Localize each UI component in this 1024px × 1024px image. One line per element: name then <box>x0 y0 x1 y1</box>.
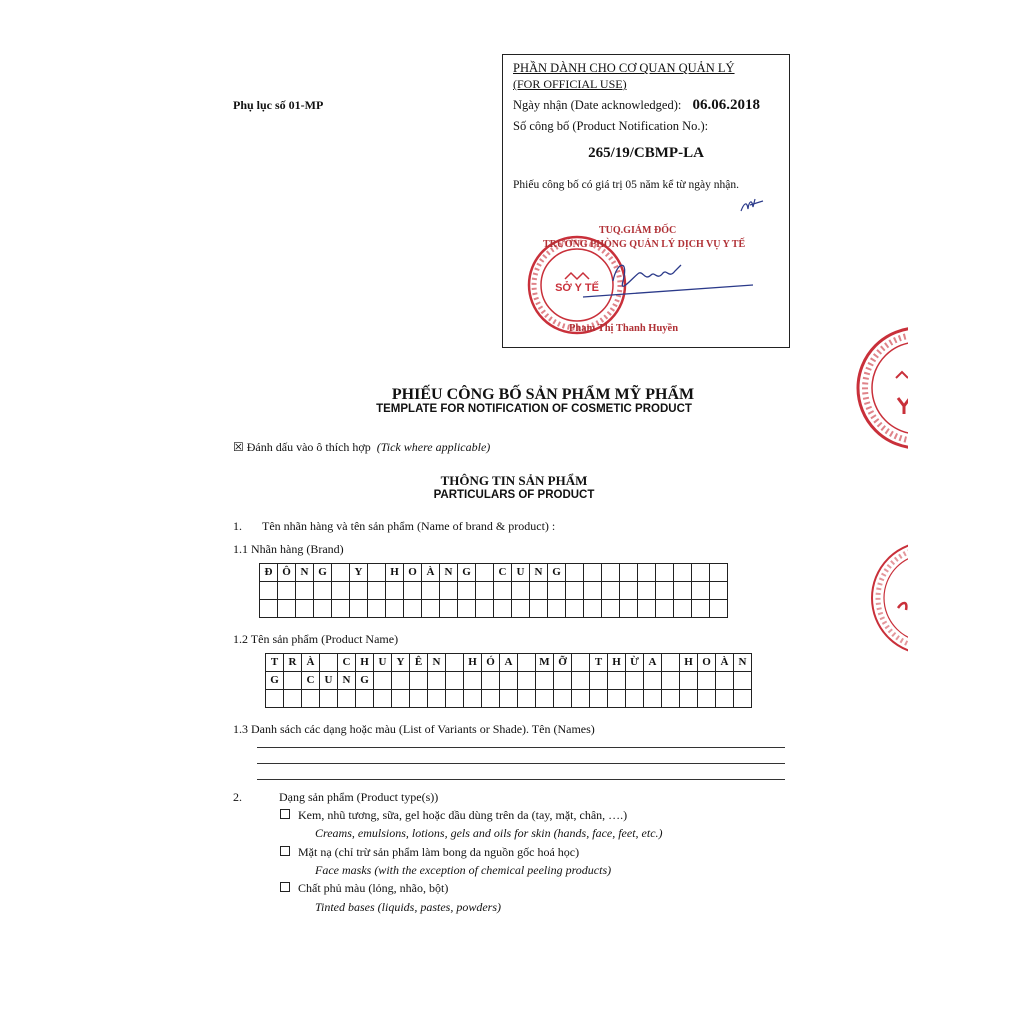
brand-grid-cell[interactable] <box>710 582 728 600</box>
option-creams[interactable] <box>280 808 627 823</box>
brand-grid-cell[interactable] <box>278 600 296 618</box>
brand-grid-cell[interactable] <box>710 600 728 618</box>
signer-title-2: TRƯỞNG PHÒNG QUẢN LÝ DỊCH VỤ Y TẾ <box>543 239 746 250</box>
product-grid-cell[interactable] <box>356 690 374 708</box>
brand-grid-row <box>260 564 728 582</box>
item-2-label: Dạng sản phẩm (Product type(s)) <box>279 790 439 804</box>
brand-grid-cell[interactable] <box>692 564 710 582</box>
product-grid-cell[interactable] <box>284 672 302 690</box>
stamp-text: SỞ Y TẾ <box>555 282 599 294</box>
product-grid-cell[interactable] <box>500 690 518 708</box>
brand-grid-cell[interactable] <box>314 600 332 618</box>
option-tinted-bases-vn: Chất phủ màu (lỏng, nhão, bột) <box>298 881 449 895</box>
product-grid-cell[interactable] <box>266 690 284 708</box>
handwritten-signature-icon <box>573 251 763 311</box>
brand-grid-cell[interactable] <box>332 600 350 618</box>
product-grid-cell[interactable]: H <box>464 654 482 672</box>
brand-grid-cell[interactable] <box>512 600 530 618</box>
product-grid-row <box>266 672 752 690</box>
item-1-1-label: 1.1 Nhãn hàng (Brand) <box>233 542 344 556</box>
product-grid-cell[interactable] <box>446 654 464 672</box>
brand-grid-cell[interactable] <box>440 600 458 618</box>
brand-grid-cell[interactable] <box>494 582 512 600</box>
brand-grid-cell[interactable] <box>692 582 710 600</box>
variants-line-1[interactable] <box>257 747 785 748</box>
brand-grid-cell[interactable] <box>530 600 548 618</box>
brand-grid-cell[interactable] <box>440 582 458 600</box>
tick-note-en: (Tick where applicable) <box>376 440 491 454</box>
product-grid-cell[interactable]: T <box>590 654 608 672</box>
option-face-masks-vn: Mặt nạ (chỉ trừ sản phẩm làm bong da nguồn gốc hoá học) <box>298 845 580 859</box>
brand-grid-cell[interactable] <box>368 600 386 618</box>
brand-grid-cell[interactable]: Y <box>350 564 368 582</box>
form-title-vn: PHIẾU CÔNG BỐ SẢN PHẨM MỸ PHẨM <box>391 386 695 403</box>
brand-grid-cell[interactable]: G <box>458 564 476 582</box>
option-tinted-bases[interactable] <box>280 881 448 896</box>
product-grid-cell[interactable] <box>590 690 608 708</box>
brand-grid-cell[interactable] <box>566 564 584 582</box>
product-grid-cell[interactable]: G <box>356 672 374 690</box>
notification-label: Số công bố (Product Notification No.): <box>513 119 709 133</box>
official-header-en: (FOR OFFICIAL USE) <box>513 77 627 91</box>
brand-grid-cell[interactable] <box>656 582 674 600</box>
product-grid-cell[interactable] <box>662 672 680 690</box>
initials-signature-icon <box>739 195 765 217</box>
product-grid-cell[interactable] <box>302 690 320 708</box>
brand-grid-cell[interactable] <box>476 564 494 582</box>
option-face-masks[interactable] <box>280 845 579 860</box>
product-grid-cell[interactable] <box>608 672 626 690</box>
product-grid-cell[interactable]: H <box>680 654 698 672</box>
brand-grid-cell[interactable] <box>602 582 620 600</box>
brand-grid-cell[interactable] <box>386 600 404 618</box>
brand-grid[interactable] <box>259 563 728 618</box>
product-grid-cell[interactable] <box>518 654 536 672</box>
official-use-box <box>502 54 790 348</box>
product-grid-cell[interactable]: N <box>734 654 752 672</box>
section-title-vn: THÔNG TIN SẢN PHẨM <box>440 473 588 488</box>
product-grid-cell[interactable] <box>392 672 410 690</box>
product-grid-cell[interactable] <box>572 654 590 672</box>
tick-note <box>233 440 490 455</box>
product-grid-cell[interactable]: M <box>536 654 554 672</box>
brand-grid-cell[interactable] <box>620 564 638 582</box>
date-value: 06.06.2018 <box>692 97 760 113</box>
product-grid-cell[interactable] <box>284 690 302 708</box>
brand-grid-cell[interactable] <box>314 582 332 600</box>
item-1-3-label: 1.3 Danh sách các dạng hoặc màu (List of Variants or Shade). Tên (Names) <box>233 722 595 736</box>
product-grid-cell[interactable] <box>608 690 626 708</box>
brand-grid-cell[interactable] <box>584 600 602 618</box>
option-face-masks-en: Face masks (with the exception of chemical peeling products) <box>315 863 612 877</box>
product-grid-cell[interactable] <box>464 690 482 708</box>
product-grid-cell[interactable] <box>644 672 662 690</box>
date-acknowledged <box>513 97 760 114</box>
product-grid-cell[interactable]: C <box>302 672 320 690</box>
variants-line-2[interactable] <box>257 763 785 764</box>
product-grid-cell[interactable] <box>446 672 464 690</box>
brand-grid-cell[interactable] <box>458 600 476 618</box>
brand-grid-cell[interactable] <box>476 582 494 600</box>
brand-grid-cell[interactable] <box>350 600 368 618</box>
product-grid-cell[interactable] <box>626 690 644 708</box>
brand-grid-cell[interactable]: O <box>404 564 422 582</box>
brand-grid-cell[interactable]: N <box>440 564 458 582</box>
product-grid-cell[interactable] <box>680 672 698 690</box>
product-grid-cell[interactable]: C <box>338 654 356 672</box>
product-grid-cell[interactable] <box>320 690 338 708</box>
item-1-label: Tên nhãn hàng và tên sản phẩm (Name of brand & product) : <box>262 519 556 533</box>
product-grid-cell[interactable] <box>500 672 518 690</box>
product-grid-cell[interactable] <box>410 672 428 690</box>
option-tinted-bases-en: Tinted bases (liquids, pastes, powders) <box>315 900 502 914</box>
product-grid-cell[interactable] <box>320 654 338 672</box>
product-grid-cell[interactable]: N <box>428 654 446 672</box>
brand-grid-cell[interactable] <box>404 600 422 618</box>
product-grid-cell[interactable] <box>698 672 716 690</box>
product-grid-cell[interactable]: Ừ <box>626 654 644 672</box>
brand-grid-cell[interactable]: Đ <box>260 564 278 582</box>
brand-grid-cell[interactable] <box>584 564 602 582</box>
brand-grid-cell[interactable] <box>656 564 674 582</box>
brand-grid-cell[interactable]: H <box>386 564 404 582</box>
product-grid-cell[interactable] <box>410 690 428 708</box>
product-grid-cell[interactable] <box>464 672 482 690</box>
product-grid-cell[interactable] <box>374 690 392 708</box>
date-label: Ngày nhận (Date acknowledged): <box>513 98 682 112</box>
brand-grid-cell[interactable] <box>548 600 566 618</box>
validity-note: Phiếu công bố có giá trị 05 năm kể từ ngày nhận. <box>513 179 739 191</box>
brand-grid-cell[interactable]: À <box>422 564 440 582</box>
product-grid-cell[interactable] <box>428 690 446 708</box>
product-grid-cell[interactable] <box>734 672 752 690</box>
product-grid-cell[interactable] <box>626 672 644 690</box>
product-grid-cell[interactable]: O <box>698 654 716 672</box>
product-grid-cell[interactable]: G <box>266 672 284 690</box>
product-grid-cell[interactable] <box>392 690 410 708</box>
brand-grid-cell[interactable] <box>620 582 638 600</box>
product-grid-cell[interactable] <box>518 672 536 690</box>
product-grid-cell[interactable]: A <box>644 654 662 672</box>
product-grid-cell[interactable]: U <box>374 654 392 672</box>
product-grid-cell[interactable] <box>536 672 554 690</box>
brand-grid-cell[interactable] <box>422 582 440 600</box>
brand-grid-cell[interactable]: G <box>548 564 566 582</box>
brand-grid-cell[interactable] <box>566 600 584 618</box>
brand-grid-cell[interactable] <box>422 600 440 618</box>
checkbox-icon[interactable] <box>280 846 290 856</box>
notification-number: 265/19/CBMP-LA <box>588 145 704 161</box>
brand-grid-cell[interactable] <box>620 600 638 618</box>
brand-grid-cell[interactable] <box>530 582 548 600</box>
product-grid-cell[interactable] <box>680 690 698 708</box>
brand-grid-cell[interactable] <box>296 582 314 600</box>
product-grid-cell[interactable] <box>482 690 500 708</box>
brand-grid-cell[interactable]: U <box>512 564 530 582</box>
checked-box-icon: ☒ <box>233 440 244 454</box>
product-grid-cell[interactable]: Y <box>392 654 410 672</box>
annex-label: Phụ lục số 01-MP <box>233 98 324 112</box>
brand-grid-cell[interactable] <box>656 600 674 618</box>
brand-grid-cell[interactable] <box>332 564 350 582</box>
side-stamp-bottom-icon <box>868 538 908 658</box>
product-grid-cell[interactable] <box>338 690 356 708</box>
product-grid-cell[interactable] <box>554 672 572 690</box>
product-grid-cell[interactable]: N <box>338 672 356 690</box>
signer-name: Phạm Thị Thanh Huyền <box>569 323 679 334</box>
brand-grid-cell[interactable] <box>278 582 296 600</box>
option-creams-en: Creams, emulsions, lotions, gels and oils for skin (hands, face, feet, etc.) <box>315 826 663 840</box>
product-grid-row <box>266 654 752 672</box>
product-grid-cell[interactable] <box>662 690 680 708</box>
product-grid-cell[interactable] <box>482 672 500 690</box>
product-grid-cell[interactable] <box>716 672 734 690</box>
item-1-number: 1. <box>233 519 242 533</box>
product-grid-cell[interactable]: Ê <box>410 654 428 672</box>
brand-grid-cell[interactable] <box>458 582 476 600</box>
variants-line-3[interactable] <box>257 779 785 780</box>
brand-grid-cell[interactable]: N <box>296 564 314 582</box>
brand-grid-cell[interactable] <box>602 600 620 618</box>
product-grid-cell[interactable]: A <box>500 654 518 672</box>
product-name-grid[interactable] <box>265 653 752 708</box>
product-grid-cell[interactable] <box>446 690 464 708</box>
product-grid-cell[interactable] <box>716 690 734 708</box>
brand-grid-cell[interactable] <box>260 582 278 600</box>
brand-grid-cell[interactable] <box>404 582 422 600</box>
brand-grid-cell[interactable] <box>476 600 494 618</box>
product-grid-cell[interactable]: R <box>284 654 302 672</box>
product-grid-cell[interactable] <box>698 690 716 708</box>
product-grid-cell[interactable]: À <box>302 654 320 672</box>
brand-grid-cell[interactable]: G <box>314 564 332 582</box>
tick-note-vn: Đánh dấu vào ô thích hợp <box>246 440 371 454</box>
brand-grid-cell[interactable] <box>638 582 656 600</box>
brand-grid-cell[interactable] <box>386 582 404 600</box>
brand-grid-cell[interactable] <box>638 600 656 618</box>
official-header-vn: PHẦN DÀNH CHO CƠ QUAN QUẢN LÝ <box>513 61 735 75</box>
product-grid-cell[interactable] <box>644 690 662 708</box>
signer-title-1: TUQ.GIÁM ĐỐC <box>599 225 677 236</box>
product-grid-cell[interactable]: U <box>320 672 338 690</box>
brand-grid-cell[interactable] <box>602 564 620 582</box>
product-grid-cell[interactable] <box>590 672 608 690</box>
brand-grid-cell[interactable] <box>368 582 386 600</box>
brand-grid-row <box>260 600 728 618</box>
form-title-en: TEMPLATE FOR NOTIFICATION OF COSMETIC PRODUCT <box>376 403 692 415</box>
product-grid-cell[interactable]: À <box>716 654 734 672</box>
brand-grid-cell[interactable] <box>350 582 368 600</box>
checkbox-icon[interactable] <box>280 882 290 892</box>
brand-grid-cell[interactable] <box>710 564 728 582</box>
brand-grid-cell[interactable] <box>638 564 656 582</box>
brand-grid-cell[interactable] <box>566 582 584 600</box>
brand-grid-cell[interactable] <box>674 582 692 600</box>
product-grid-cell[interactable] <box>662 654 680 672</box>
product-grid-cell[interactable] <box>572 690 590 708</box>
section-title-en: PARTICULARS OF PRODUCT <box>433 489 595 501</box>
brand-grid-row <box>260 582 728 600</box>
product-grid-cell[interactable] <box>554 690 572 708</box>
item-2-number: 2. <box>233 790 242 804</box>
brand-grid-cell[interactable] <box>296 600 314 618</box>
brand-grid-cell[interactable] <box>368 564 386 582</box>
option-creams-vn: Kem, nhũ tương, sữa, gel hoặc dầu dùng trên da (tay, mặt, chân, ….) <box>298 808 628 822</box>
product-grid-row <box>266 690 752 708</box>
brand-grid-cell[interactable] <box>692 600 710 618</box>
brand-grid-cell[interactable]: Ô <box>278 564 296 582</box>
brand-grid-cell[interactable] <box>512 582 530 600</box>
brand-grid-cell[interactable]: N <box>530 564 548 582</box>
brand-grid-cell[interactable] <box>332 582 350 600</box>
brand-grid-cell[interactable] <box>674 564 692 582</box>
product-grid-cell[interactable]: H <box>608 654 626 672</box>
brand-grid-cell[interactable] <box>260 600 278 618</box>
checkbox-icon[interactable] <box>280 809 290 819</box>
product-grid-cell[interactable]: H <box>356 654 374 672</box>
brand-grid-cell[interactable] <box>494 600 512 618</box>
brand-grid-cell[interactable] <box>584 582 602 600</box>
product-grid-cell[interactable] <box>536 690 554 708</box>
product-grid-cell[interactable] <box>428 672 446 690</box>
product-grid-cell[interactable] <box>518 690 536 708</box>
product-grid-cell[interactable]: Ỡ <box>554 654 572 672</box>
product-grid-cell[interactable]: Ó <box>482 654 500 672</box>
brand-grid-cell[interactable] <box>548 582 566 600</box>
product-grid-cell[interactable] <box>374 672 392 690</box>
item-1-2-label: 1.2 Tên sản phẩm (Product Name) <box>233 632 399 646</box>
product-grid-cell[interactable] <box>734 690 752 708</box>
product-grid-cell[interactable] <box>572 672 590 690</box>
brand-grid-cell[interactable]: C <box>494 564 512 582</box>
brand-grid-cell[interactable] <box>674 600 692 618</box>
product-grid-cell[interactable]: T <box>266 654 284 672</box>
